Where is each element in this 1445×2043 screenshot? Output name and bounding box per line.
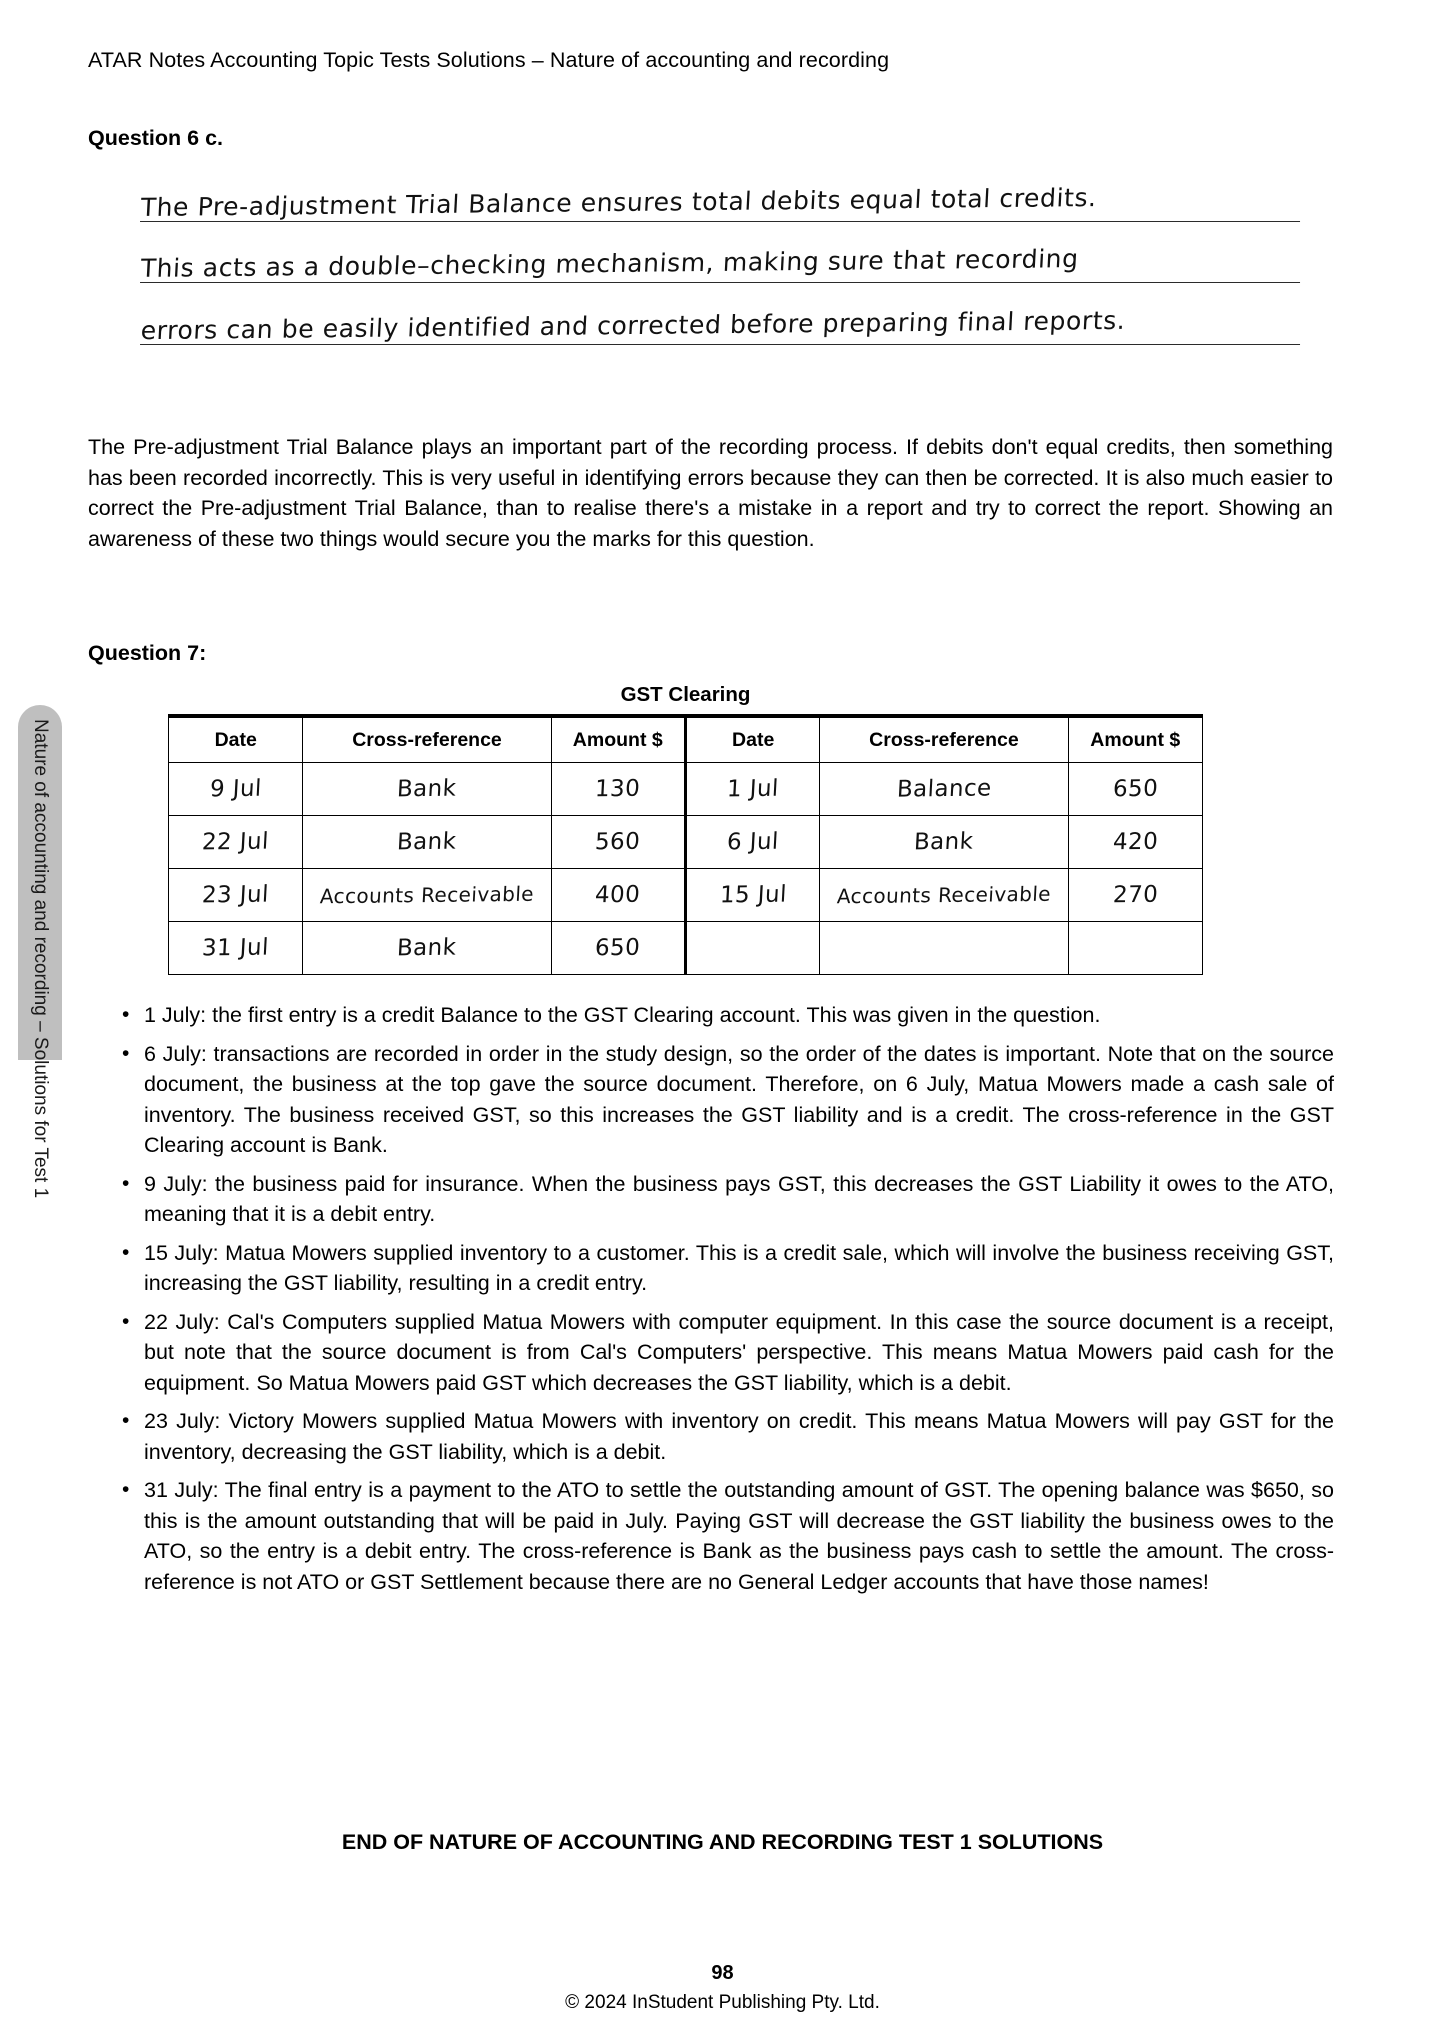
list-item-text: 9 July: the business paid for insurance. When the business pays GST, this decreases the GST Liability it owes to the ATO, meaning that it is a debit entry. bbox=[144, 1171, 1334, 1226]
cell-credit-xref: Bank bbox=[820, 816, 1068, 869]
list-item bbox=[122, 1039, 1334, 1161]
bullet-marker: • bbox=[122, 1171, 130, 1195]
question-6c-heading: Question 6 c. bbox=[88, 126, 224, 150]
cell-credit-date bbox=[685, 922, 819, 975]
cell-debit-xref: Bank bbox=[303, 816, 551, 869]
ledger-title: GST Clearing bbox=[620, 683, 751, 706]
cell-credit-amount: 420 bbox=[1068, 816, 1202, 869]
bullet-marker: • bbox=[122, 1041, 130, 1065]
handwritten-line: This acts as a double–checking mechanism, making sure that recording bbox=[140, 251, 1302, 283]
end-of-test-notice: END OF NATURE OF ACCOUNTING AND RECORDING TEST 1 SOLUTIONS bbox=[341, 1830, 1104, 1854]
col-header-credit-date: Date bbox=[685, 716, 819, 763]
document-header: ATAR Notes Accounting Topic Tests Solutions – Nature of accounting and recording bbox=[88, 48, 890, 72]
col-header-credit-amount: Amount $ bbox=[1068, 716, 1202, 763]
bullet-marker: • bbox=[122, 1003, 130, 1026]
cell-credit-amount bbox=[1068, 922, 1202, 975]
col-header-debit-amount: Amount $ bbox=[551, 716, 685, 763]
cell-debit-date: 9 Jul bbox=[169, 763, 303, 816]
cell-debit-xref: Accounts Receivable bbox=[303, 869, 551, 922]
ledger-table bbox=[168, 714, 1203, 975]
gst-clearing-ledger bbox=[168, 683, 1203, 975]
section-side-tab bbox=[18, 705, 62, 1199]
list-item bbox=[122, 1169, 1334, 1230]
page-number: 98 bbox=[711, 1962, 734, 1984]
cell-credit-amount: 650 bbox=[1068, 763, 1202, 816]
cell-debit-date: 31 Jul bbox=[169, 922, 303, 975]
section-side-tab-label: Nature of accounting and recording – Solutions for Test 1 bbox=[30, 719, 51, 1199]
list-item bbox=[122, 1000, 1334, 1031]
table-row bbox=[169, 763, 1203, 816]
list-item-text: 22 July: Cal's Computers supplied Matua Mowers with computer equipment. In this case the source document is a receipt, but note that the source document is from Cal's Computers' perspective. This means Matua Mowers paid cash for the equipment. So Matua Mowers paid GST which decreases the GST liability, which is a debit. bbox=[144, 1309, 1334, 1395]
col-header-debit-date: Date bbox=[169, 716, 303, 763]
question-7-notes-list bbox=[122, 1000, 1334, 1605]
copyright-notice: © 2024 InStudent Publishing Pty. Ltd. bbox=[565, 1992, 880, 2013]
question-6c-explanation: The Pre-adjustment Trial Balance plays an important part of the recording process. If debits don't equal credits, then something has been recorded incorrectly. This is very useful in identifying errors because they can then be corrected. It is also much easier to correct the Pre-adjustment Trial Balance, than to realise there's a mistake in a report and try to correct the report. Showing an awareness of these two things would secure you the marks for this question. bbox=[88, 435, 1333, 551]
cell-debit-amount: 650 bbox=[551, 922, 685, 975]
col-header-debit-xref: Cross-reference bbox=[303, 716, 551, 763]
cell-credit-date: 1 Jul bbox=[685, 763, 819, 816]
list-item-text: 15 July: Matua Mowers supplied inventory to a customer. This is a credit sale, which will involve the business receiving GST, increasing the GST liability, resulting in a credit entry. bbox=[144, 1240, 1334, 1295]
list-item-text: 31 July: The final entry is a payment to the ATO to settle the outstanding amount of GST. The opening balance was $650, so this is the amount outstanding that will be paid in July. Paying GST will decrease the GST liability the business owes to the ATO, so the entry is a debit entry. The cross-reference is Bank as the business pays cash to settle the amount. The cross-reference is not ATO or GST Settlement because there are no General Ledger accounts that have those names! bbox=[144, 1478, 1334, 1594]
cell-debit-amount: 130 bbox=[551, 763, 685, 816]
bullet-marker: • bbox=[122, 1478, 130, 1501]
bullet-marker: • bbox=[122, 1240, 130, 1264]
handwritten-line: The Pre-adjustment Trial Balance ensures total debits equal total credits. bbox=[140, 190, 1302, 222]
cell-debit-date: 23 Jul bbox=[169, 869, 303, 922]
table-row bbox=[169, 922, 1203, 975]
question-7-heading: Question 7: bbox=[88, 641, 207, 665]
list-item-text: 1 July: the first entry is a credit Balance to the GST Clearing account. This was given in the question. bbox=[144, 1003, 1101, 1027]
col-header-credit-xref: Cross-reference bbox=[820, 716, 1068, 763]
list-item-text: 23 July: Victory Mowers supplied Matua Mowers with inventory on credit. This means Matua Mowers will pay GST for the inventory, decreasing the GST liability, which is a debit. bbox=[144, 1409, 1334, 1464]
cell-debit-amount: 560 bbox=[551, 816, 685, 869]
list-item bbox=[122, 1475, 1334, 1597]
cell-credit-xref: Balance bbox=[820, 763, 1068, 816]
list-item-text: 6 July: transactions are recorded in order in the study design, so the order of the dates is important. Note that on the source document, the business at the top gave the source document. Therefore, on 6 July, Matua Mowers made a cash sale of inventory. The business received GST, so this increases the GST liability and is a credit. The cross-reference in the GST Clearing account is Bank. bbox=[144, 1041, 1334, 1157]
handwritten-answer-6c bbox=[140, 182, 1300, 374]
bullet-marker: • bbox=[122, 1309, 130, 1333]
cell-credit-amount: 270 bbox=[1068, 869, 1202, 922]
cell-credit-xref: Accounts Receivable bbox=[820, 869, 1068, 922]
handwritten-line: errors can be easily identified and corrected before preparing final reports. bbox=[140, 313, 1302, 345]
list-item bbox=[122, 1406, 1334, 1467]
cell-debit-date: 22 Jul bbox=[169, 816, 303, 869]
cell-debit-xref: Bank bbox=[303, 763, 551, 816]
table-row bbox=[169, 816, 1203, 869]
table-row bbox=[169, 869, 1203, 922]
cell-credit-date: 6 Jul bbox=[685, 816, 819, 869]
cell-credit-xref bbox=[820, 922, 1068, 975]
cell-debit-amount: 400 bbox=[551, 869, 685, 922]
bullet-marker: • bbox=[122, 1409, 130, 1432]
cell-debit-xref: Bank bbox=[303, 922, 551, 975]
list-item bbox=[122, 1307, 1334, 1399]
list-item bbox=[122, 1238, 1334, 1299]
table-header-row bbox=[169, 716, 1203, 763]
cell-credit-date: 15 Jul bbox=[685, 869, 819, 922]
